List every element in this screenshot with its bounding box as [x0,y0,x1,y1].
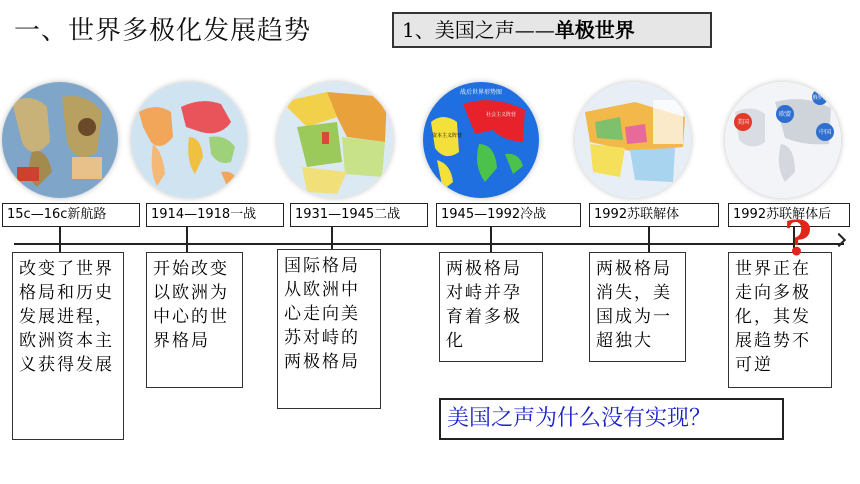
map-wwi-image [131,82,247,198]
event-description: 两极格局消失，美国成为一超独大 [589,252,686,362]
subtitle-bold: 单极世界 [554,18,635,42]
map6-label-d: 中国 [818,129,832,136]
date-box: 1992苏联解体 [589,203,719,227]
timeline-axis [14,243,844,245]
map-cold-war-image [423,82,539,198]
subtitle-prefix: 1、美国之声—— [402,18,555,42]
map6-label-a: 俄罗斯 [812,95,828,101]
event-description: 世界正在走向多极化，其发展趋势不可逆 [728,252,832,388]
map-cold-war [423,82,539,198]
map4-east-label: 社会主义阵营 [485,112,517,118]
section-subtitle [392,12,712,48]
date-box: 1992苏联解体后 [728,203,850,227]
question-mark-icon: ? [784,211,813,267]
timeline-tick [331,227,333,249]
map4-title: 战后世界形势图 [459,89,503,96]
date-box: 1914—1918一战 [146,203,284,227]
map-exploration [2,82,118,198]
page-title: 一、世界多极化发展趋势 [14,16,312,46]
timeline-tick [59,227,61,253]
timeline-tick [186,227,188,253]
date-box: 1945—1992冷战 [436,203,581,227]
event-description: 国际格局从欧洲中心走向美苏对峙的两极格局 [277,249,381,409]
event-description: 改变了世界格局和历史发展进程，欧洲资本主义获得发展 [12,252,124,440]
map6-label-b: 美国 [736,119,750,126]
timeline-tick [648,227,650,253]
event-description: 两极格局对峙并孕育着多极化 [439,252,543,362]
timeline-tick [490,227,492,253]
date-box: 1931—1945二战 [290,203,428,227]
event-description: 开始改变以欧洲为中心的世界格局 [146,252,243,388]
map-ussr-collapse-image [575,82,691,198]
map-multipolar-image [725,82,841,198]
map-exploration-image [2,82,118,198]
map-wwii-image [277,82,393,198]
map6-label-c: 欧盟 [778,111,792,118]
question-box: 美国之声为什么没有实现？ [439,398,784,440]
map-wwii [277,82,393,198]
date-box: 15c—16c新航路 [2,203,140,227]
map-multipolar [725,82,841,198]
map4-west-label: 资本主义阵营 [431,133,463,139]
map-ussr-collapse [575,82,691,198]
map-wwi [131,82,247,198]
